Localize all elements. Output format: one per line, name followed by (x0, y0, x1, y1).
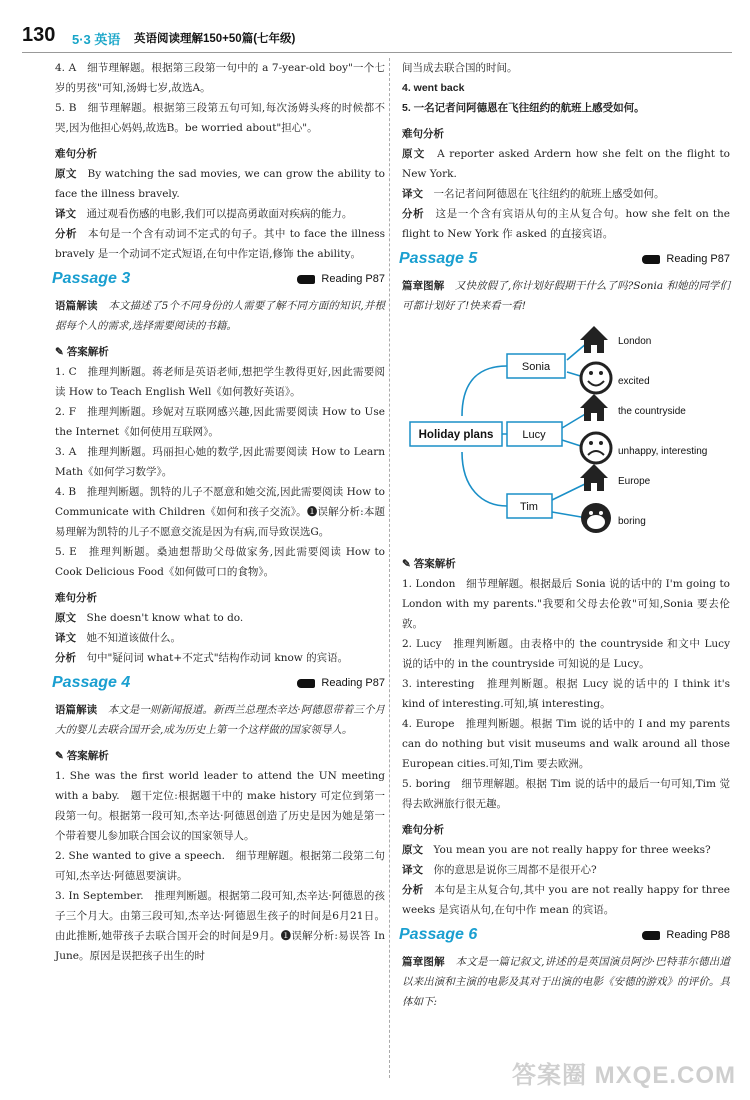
answer-2: 2. F 推理判断题。珍妮对互联网感兴趣,因此需要阅读 How to Use the Internet《如何使用互联网》。 (55, 406, 385, 438)
mindmap-svg (402, 318, 730, 548)
text: 本句是一个含有动词不定式的句子。其中 to face the illness bravely 是一个动词不定式短语,在句中作定语,修饰 the ability。 (55, 228, 386, 260)
answer-3: 3. interesting 推理判断题。根据 Lucy 说的话中的 I think it's kind of interesting.可知,填 interesting。 (402, 678, 730, 710)
sonia-label: Sonia (521, 361, 551, 373)
label: 语篇解读 (55, 300, 98, 312)
pointing-hand-icon (297, 679, 315, 688)
answers-heading (55, 342, 385, 362)
left-column (52, 58, 386, 966)
translation (55, 204, 385, 224)
text: 你的意思是说你三周都不是很开心? (433, 864, 597, 876)
text: 本文是一篇记叙文,讲述的是英国演员阿沙·巴特菲尔德出道以来出演和主演的电影及其对于出演的电影《安德的游戏》的评价。具体如下: (402, 956, 731, 1008)
text: 通过观看伤感的电影,我们可以提高勇敢面对疾病的能力。 (86, 208, 353, 220)
text: 答案解析 (66, 750, 109, 762)
answer-4: 4. Europe 推理判断题。根据 Tim 说的话中的 I and my parents can do nothing but visit museums and walk around all those European cities.可知,Tim 要去欧洲。 (402, 718, 730, 770)
answer-5: 5. boring 细节理解题。根据 Tim 说的话中的最后一句可知,Tim 觉得去欧洲旅行很无趣。 (402, 778, 730, 810)
house-icon-europe (580, 464, 608, 491)
label: 篇章图解 (402, 280, 445, 292)
right-column (399, 58, 731, 1012)
answer-5: 5. B 细节理解题。根据第三段第五句可知,每次汤姆头疼的时候都不哭,因为他担心妈妈,故选B。be worried about"担心"。 (55, 102, 385, 134)
passage-5-header (399, 250, 730, 276)
analysis (402, 204, 730, 244)
label: 原文 (402, 844, 423, 856)
label: 分析 (55, 652, 76, 664)
countryside-label: the countryside (618, 406, 686, 417)
happy-face-icon (581, 363, 611, 393)
text: 本句是主从复合句,其中 you are not really happy for three weeks 是宾语从句,在句中作 mean 的宾语。 (402, 884, 731, 916)
answer-4: 4. went back (402, 82, 465, 94)
answer-1: 1. She was the first world leader to attend the UN meeting with a baby. 题干定位:根据题干中的 make history 可定位到第一段第一句。根据第一段可知,杰辛达·阿德恩创造了历史是因为她是第一个带着婴儿参加联合国会议的国家领导人。 (55, 770, 385, 842)
pointing-hand-icon (642, 931, 660, 940)
passage-intro (55, 700, 385, 740)
book-title: 英语阅读理解150+50篇(七年级) (134, 33, 296, 45)
difficult-sentence-heading: 难句分析 (55, 592, 97, 604)
label: 译文 (55, 208, 76, 220)
tim-label: Tim (520, 501, 538, 513)
translation (402, 184, 730, 204)
passage-title: Passage 5 (399, 250, 478, 267)
reading-ref (642, 253, 730, 265)
house-icon-countryside (580, 394, 608, 421)
europe-label: Europe (618, 476, 651, 487)
pointing-hand-icon (297, 275, 315, 284)
page-header (22, 24, 732, 48)
label: 篇章图解 (402, 956, 445, 968)
original-sentence (55, 608, 385, 628)
original-sentence (55, 164, 385, 204)
answer-2: 2. She wanted to give a speech. 细节理解题。根据第二段第二句可知,杰辛达·阿德恩要演讲。 (55, 850, 385, 882)
reading-ref (297, 677, 385, 689)
pencil-icon: ✎ (402, 558, 411, 570)
bored-face-icon (581, 503, 611, 533)
passage-intro (55, 296, 385, 336)
difficult-sentence-heading: 难句分析 (402, 128, 444, 140)
boring-label: boring (618, 516, 646, 527)
passage-4-header (52, 674, 385, 700)
passage-6-header (399, 926, 730, 952)
text: 又快放假了,你计划好假期干什么了吗?Sonia 和她的同学们可都计划好了!快来看一看! (402, 280, 731, 312)
analysis (402, 880, 730, 920)
page-number: 130 (22, 24, 56, 46)
text: 句中"疑问词 what+不定式"结构作动词 know 的宾语。 (86, 652, 349, 664)
analysis (55, 648, 385, 668)
passage-intro (402, 952, 730, 1012)
answer-1: 1. London 细节理解题。根据最后 Sonia 说的话中的 I'm going to London with my parents."我要和父母去伦敦"可知,Sonia 要去伦敦。 (402, 578, 730, 630)
passage-intro (402, 276, 730, 316)
answer-1: 1. C 推理判断题。蒋老师是英语老师,想把学生教得更好,因此需要阅读 How to Teach English Well《如何教好英语》。 (55, 366, 385, 398)
brand-logo: 5·3 英语 (72, 32, 121, 47)
leaf-line (562, 413, 587, 428)
continued-text: 间当成去联合国的时间。 (402, 62, 518, 74)
original-sentence (402, 840, 730, 860)
passage-title: Passage 4 (52, 674, 131, 691)
text: 一名记者问阿德恩在飞往纽约的航班上感受如何。 (433, 188, 665, 200)
reading-ref (642, 929, 730, 941)
label: 分析 (402, 884, 424, 896)
difficult-sentence-heading: 难句分析 (402, 824, 444, 836)
original-sentence (402, 144, 730, 184)
text: 答案解析 (66, 346, 109, 358)
text: 本文是一则新闻报道。新西兰总理杰辛达·阿德恩带着三个月大的婴儿去联合国开会,成为历史上第一个这样做的国家领导人。 (55, 704, 386, 736)
answer-3: 3. In September. 推理判断题。根据第二段可知,杰辛达·阿德恩的孩子三个月大。由第三段可知,杰辛达·阿德恩生孩子的时间是6月21日。由此推断,她带孩子去联合国开会的时间是9月。❶误解分析:易误答 In June。原因是误把孩子出生的时 (55, 890, 385, 962)
pencil-icon: ✎ (55, 346, 64, 358)
translation (402, 860, 730, 880)
branch-tim (462, 452, 507, 506)
answer-5: 5. E 推理判断题。桑迪想帮助父母做家务,因此需要阅读 How to Cook Delicious Food《如何做可口的食物》。 (55, 546, 385, 578)
answer-4: 4. B 推理判断题。凯特的儿子不愿意和她交流,因此需要阅读 How to Communicate with Children《如何和孩子交流》。❶误解分析:本题易理解为凯特的儿子不愿意交流是因为有病,而导致误选G。 (55, 486, 385, 538)
london-label: London (618, 336, 652, 347)
holiday-plans-mindmap (402, 318, 730, 548)
excited-label: excited (618, 376, 650, 387)
text: 这是一个含有宾语从句的主从复合句。how she felt on the flight to New York 作 asked 的直接宾语。 (402, 208, 731, 240)
analysis (55, 224, 385, 264)
pencil-icon: ✎ (55, 750, 64, 762)
label: 分析 (402, 208, 425, 220)
label: 语篇解读 (55, 704, 98, 716)
answer-4: 4. A 细节理解题。根据第三段第一句中的 a 7-year-old boy"一个七岁的男孩"可知,汤姆七岁,故选A。 (55, 62, 385, 94)
difficult-sentence-heading: 难句分析 (55, 148, 97, 160)
unhappy-label: unhappy, interesting (618, 446, 708, 457)
label: 译文 (55, 632, 76, 644)
label: 原文 (55, 612, 76, 624)
header-rule (22, 52, 732, 53)
branch-sonia (462, 366, 507, 416)
passage-3-header (52, 270, 385, 296)
lucy-label: Lucy (522, 429, 546, 441)
reading-page: Reading P87 (666, 253, 730, 265)
column-divider (389, 58, 390, 1078)
reading-page: Reading P87 (321, 677, 385, 689)
label: 原文 (55, 168, 77, 180)
passage-title: Passage 6 (399, 926, 478, 943)
answer-2: 2. Lucy 推理判断题。由表格中的 the countryside 和文中 Lucy 说的话中的 in the countryside 可知说的是 Lucy。 (402, 638, 730, 670)
text: 答案解析 (413, 558, 456, 570)
leaf-line (552, 483, 587, 500)
reading-page: Reading P87 (321, 273, 385, 285)
center-label: Holiday plans (418, 429, 494, 441)
label: 译文 (402, 188, 423, 200)
text: 本文描述了5个不同身份的人需要了解不同方面的知识,并根据每个人的需求,选择需要阅读的书籍。 (55, 300, 386, 332)
label: 分析 (55, 228, 77, 240)
text: A reporter asked Ardern how she felt on the flight to New York. (402, 148, 731, 180)
text: You mean you are not really happy for three weeks? (433, 844, 711, 856)
text: By watching the sad movies, we can grow the ability to face the illness bravely. (55, 168, 386, 200)
answers-heading (402, 554, 730, 574)
passage-title: Passage 3 (52, 270, 131, 287)
house-icon-london (580, 326, 608, 353)
reading-page: Reading P88 (666, 929, 730, 941)
label: 原文 (402, 148, 426, 160)
text: 她不知道该做什么。 (86, 632, 181, 644)
text: She doesn't know what to do. (86, 612, 244, 624)
pointing-hand-icon (642, 255, 660, 264)
sad-face-icon (581, 433, 611, 463)
site-watermark: 答案圈 MXQE.COM (511, 1062, 736, 1089)
reading-ref (297, 273, 385, 285)
translation (55, 628, 385, 648)
label: 译文 (402, 864, 423, 876)
answer-3: 3. A 推理判断题。玛丽担心她的数学,因此需要阅读 How to Learn Math《如何学习数学》。 (55, 446, 385, 478)
answer-5: 5. 一名记者问阿德恩在飞往纽约的航班上感受如何。 (402, 102, 645, 114)
answers-heading (55, 746, 385, 766)
